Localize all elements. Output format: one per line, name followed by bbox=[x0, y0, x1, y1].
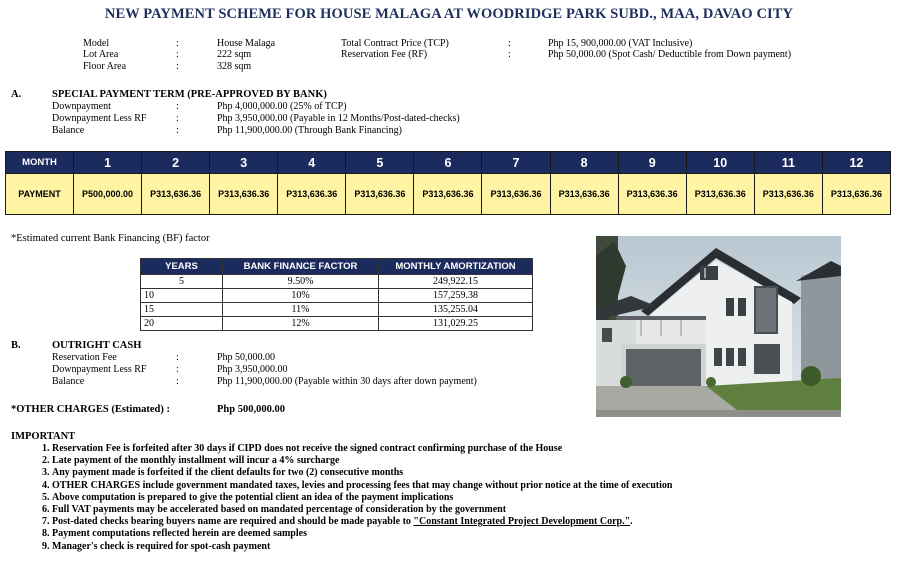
amortization-cell: 131,029.25 bbox=[379, 317, 533, 331]
list-item bbox=[52, 516, 672, 528]
section-a-heading: SPECIAL PAYMENT TERM (PRE-APPROVED BY BANK) bbox=[52, 89, 327, 100]
month-cell: 4 bbox=[278, 152, 346, 174]
list-item: 6. Full VAT payments may be accelerated based on mandated percentage of consideration by the government bbox=[52, 504, 672, 516]
floor-area-value: 328 sqm bbox=[217, 61, 252, 72]
important-heading: IMPORTANT bbox=[11, 431, 76, 442]
table-row bbox=[141, 275, 533, 289]
factor-cell: 11% bbox=[223, 303, 379, 317]
colon: : bbox=[508, 38, 511, 49]
payment-schedule-table bbox=[5, 151, 891, 215]
page-title: NEW PAYMENT SCHEME FOR HOUSE MALAGA AT WOODRIDGE PARK SUBD., MAA, DAVAO CITY bbox=[104, 6, 794, 22]
balance-label: Balance bbox=[52, 125, 85, 136]
colon: : bbox=[176, 49, 179, 60]
colon: : bbox=[176, 376, 179, 387]
downpayment-less-rf-label: Downpayment Less RF bbox=[52, 364, 147, 375]
downpayment-less-rf-label: Downpayment Less RF bbox=[52, 113, 147, 124]
table-row bbox=[141, 303, 533, 317]
payment-header: PAYMENT bbox=[6, 174, 74, 215]
section-b-letter: B. bbox=[11, 340, 21, 351]
list-item: 1. Reservation Fee is forfeited after 30 days if CIPD does not receive the signed contract confirming purchase of the House bbox=[52, 443, 672, 455]
lot-area-label: Lot Area bbox=[83, 49, 119, 60]
house-photo bbox=[596, 236, 841, 417]
payment-cell: P313,636.36 bbox=[686, 174, 754, 215]
important-list bbox=[30, 443, 672, 553]
month-cell: 5 bbox=[346, 152, 414, 174]
balance-label: Balance bbox=[52, 376, 85, 387]
rf-value: Php 50,000.00 (Spot Cash/ Deductible from Down payment) bbox=[548, 49, 792, 60]
amortization-header: MONTHLY AMORTIZATION bbox=[379, 259, 533, 275]
list-item: 2. Late payment of the monthly installment will incur a 4% surcharge bbox=[52, 455, 672, 467]
payment-cell: P313,636.36 bbox=[210, 174, 278, 215]
payment-cell: P313,636.36 bbox=[414, 174, 482, 215]
tcp-label: Total Contract Price (TCP) bbox=[341, 38, 449, 49]
colon: : bbox=[176, 113, 179, 124]
amortization-cell: 135,255.04 bbox=[379, 303, 533, 317]
payee-name: "Constant Integrated Project Development Corp." bbox=[413, 516, 631, 528]
payment-cell: P313,636.36 bbox=[482, 174, 550, 215]
month-cell: 11 bbox=[754, 152, 822, 174]
payment-row bbox=[6, 174, 891, 215]
month-cell: 9 bbox=[618, 152, 686, 174]
list-item-end: . bbox=[630, 516, 633, 528]
rf-label: Reservation Fee (RF) bbox=[341, 49, 428, 60]
section-b-heading: OUTRIGHT CASH bbox=[52, 340, 142, 351]
month-cell: 3 bbox=[210, 152, 278, 174]
colon: : bbox=[176, 38, 179, 49]
balance-value: Php 11,900,000.00 (Payable within 30 days after down payment) bbox=[217, 376, 477, 387]
model-value: House Malaga bbox=[217, 38, 276, 49]
years-cell: 20 bbox=[141, 317, 223, 331]
list-item: 3. Any payment made is forfeited if the client defaults for two (2) consecutive months bbox=[52, 467, 672, 479]
colon: : bbox=[176, 101, 179, 112]
payment-cell: P313,636.36 bbox=[278, 174, 346, 215]
list-item: 4. OTHER CHARGES include government mandated taxes, levies and processing fees that may change without prior notice at the time of execution bbox=[52, 480, 672, 492]
list-item: 8. Payment computations reflected herein are deemed samples bbox=[52, 528, 672, 540]
factor-cell: 12% bbox=[223, 317, 379, 331]
payment-cell: P313,636.36 bbox=[142, 174, 210, 215]
model-label: Model bbox=[83, 38, 110, 49]
month-cell: 7 bbox=[482, 152, 550, 174]
payment-cell: P313,636.36 bbox=[754, 174, 822, 215]
list-item-text: Post-dated checks bearing buyers name are required and should be made payable to bbox=[52, 516, 414, 528]
downpayment-less-rf-value: Php 3,950,000.00 bbox=[217, 364, 288, 375]
downpayment-value: Php 4,000,000.00 (25% of TCP) bbox=[217, 101, 347, 112]
factor-cell: 9.50% bbox=[223, 275, 379, 289]
bank-table-header-row bbox=[141, 259, 533, 275]
table-row bbox=[141, 289, 533, 303]
month-cell: 2 bbox=[142, 152, 210, 174]
payment-cell: P313,636.36 bbox=[550, 174, 618, 215]
payment-cell: P500,000.00 bbox=[74, 174, 142, 215]
month-cell: 6 bbox=[414, 152, 482, 174]
reservation-fee-value: Php 50,000.00 bbox=[217, 352, 276, 363]
other-charges-label: *OTHER CHARGES (Estimated) : bbox=[11, 404, 170, 415]
bank-financing-table bbox=[140, 258, 533, 331]
balance-value: Php 11,900,000.00 (Through Bank Financing) bbox=[217, 125, 402, 136]
colon: : bbox=[176, 352, 179, 363]
month-cell: 1 bbox=[74, 152, 142, 174]
downpayment-less-rf-value: Php 3,950,000.00 (Payable in 12 Months/Post-dated-checks) bbox=[217, 113, 460, 124]
table-row bbox=[141, 317, 533, 331]
years-cell: 10 bbox=[141, 289, 223, 303]
payment-cell: P313,636.36 bbox=[618, 174, 686, 215]
amortization-cell: 249,922.15 bbox=[379, 275, 533, 289]
tcp-value: Php 15, 900,000.00 (VAT Inclusive) bbox=[548, 38, 693, 49]
other-charges-value: Php 500,000.00 bbox=[217, 404, 285, 415]
month-row bbox=[6, 152, 891, 174]
payment-cell: P313,636.36 bbox=[822, 174, 890, 215]
house-illustration bbox=[596, 236, 841, 417]
list-item: 5. Above computation is prepared to give the potential client an idea of the payment implications bbox=[52, 492, 672, 504]
colon: : bbox=[176, 125, 179, 136]
colon: : bbox=[176, 364, 179, 375]
bank-financing-note: *Estimated current Bank Financing (BF) factor bbox=[11, 233, 210, 244]
amortization-cell: 157,259.38 bbox=[379, 289, 533, 303]
month-cell: 8 bbox=[550, 152, 618, 174]
floor-area-label: Floor Area bbox=[83, 61, 127, 72]
factor-header: BANK FINANCE FACTOR bbox=[223, 259, 379, 275]
section-a-letter: A. bbox=[11, 89, 22, 100]
month-header: MONTH bbox=[6, 152, 74, 174]
years-cell: 15 bbox=[141, 303, 223, 317]
month-cell: 12 bbox=[822, 152, 890, 174]
lot-area-value: 222 sqm bbox=[217, 49, 252, 60]
factor-cell: 10% bbox=[223, 289, 379, 303]
downpayment-label: Downpayment bbox=[52, 101, 111, 112]
reservation-fee-label: Reservation Fee bbox=[52, 352, 117, 363]
list-item: 9. Manager's check is required for spot-cash payment bbox=[52, 541, 672, 553]
years-header: YEARS bbox=[141, 259, 223, 275]
colon: : bbox=[176, 61, 179, 72]
payment-cell: P313,636.36 bbox=[346, 174, 414, 215]
years-cell: 5 bbox=[141, 275, 223, 289]
month-cell: 10 bbox=[686, 152, 754, 174]
colon: : bbox=[508, 49, 511, 60]
